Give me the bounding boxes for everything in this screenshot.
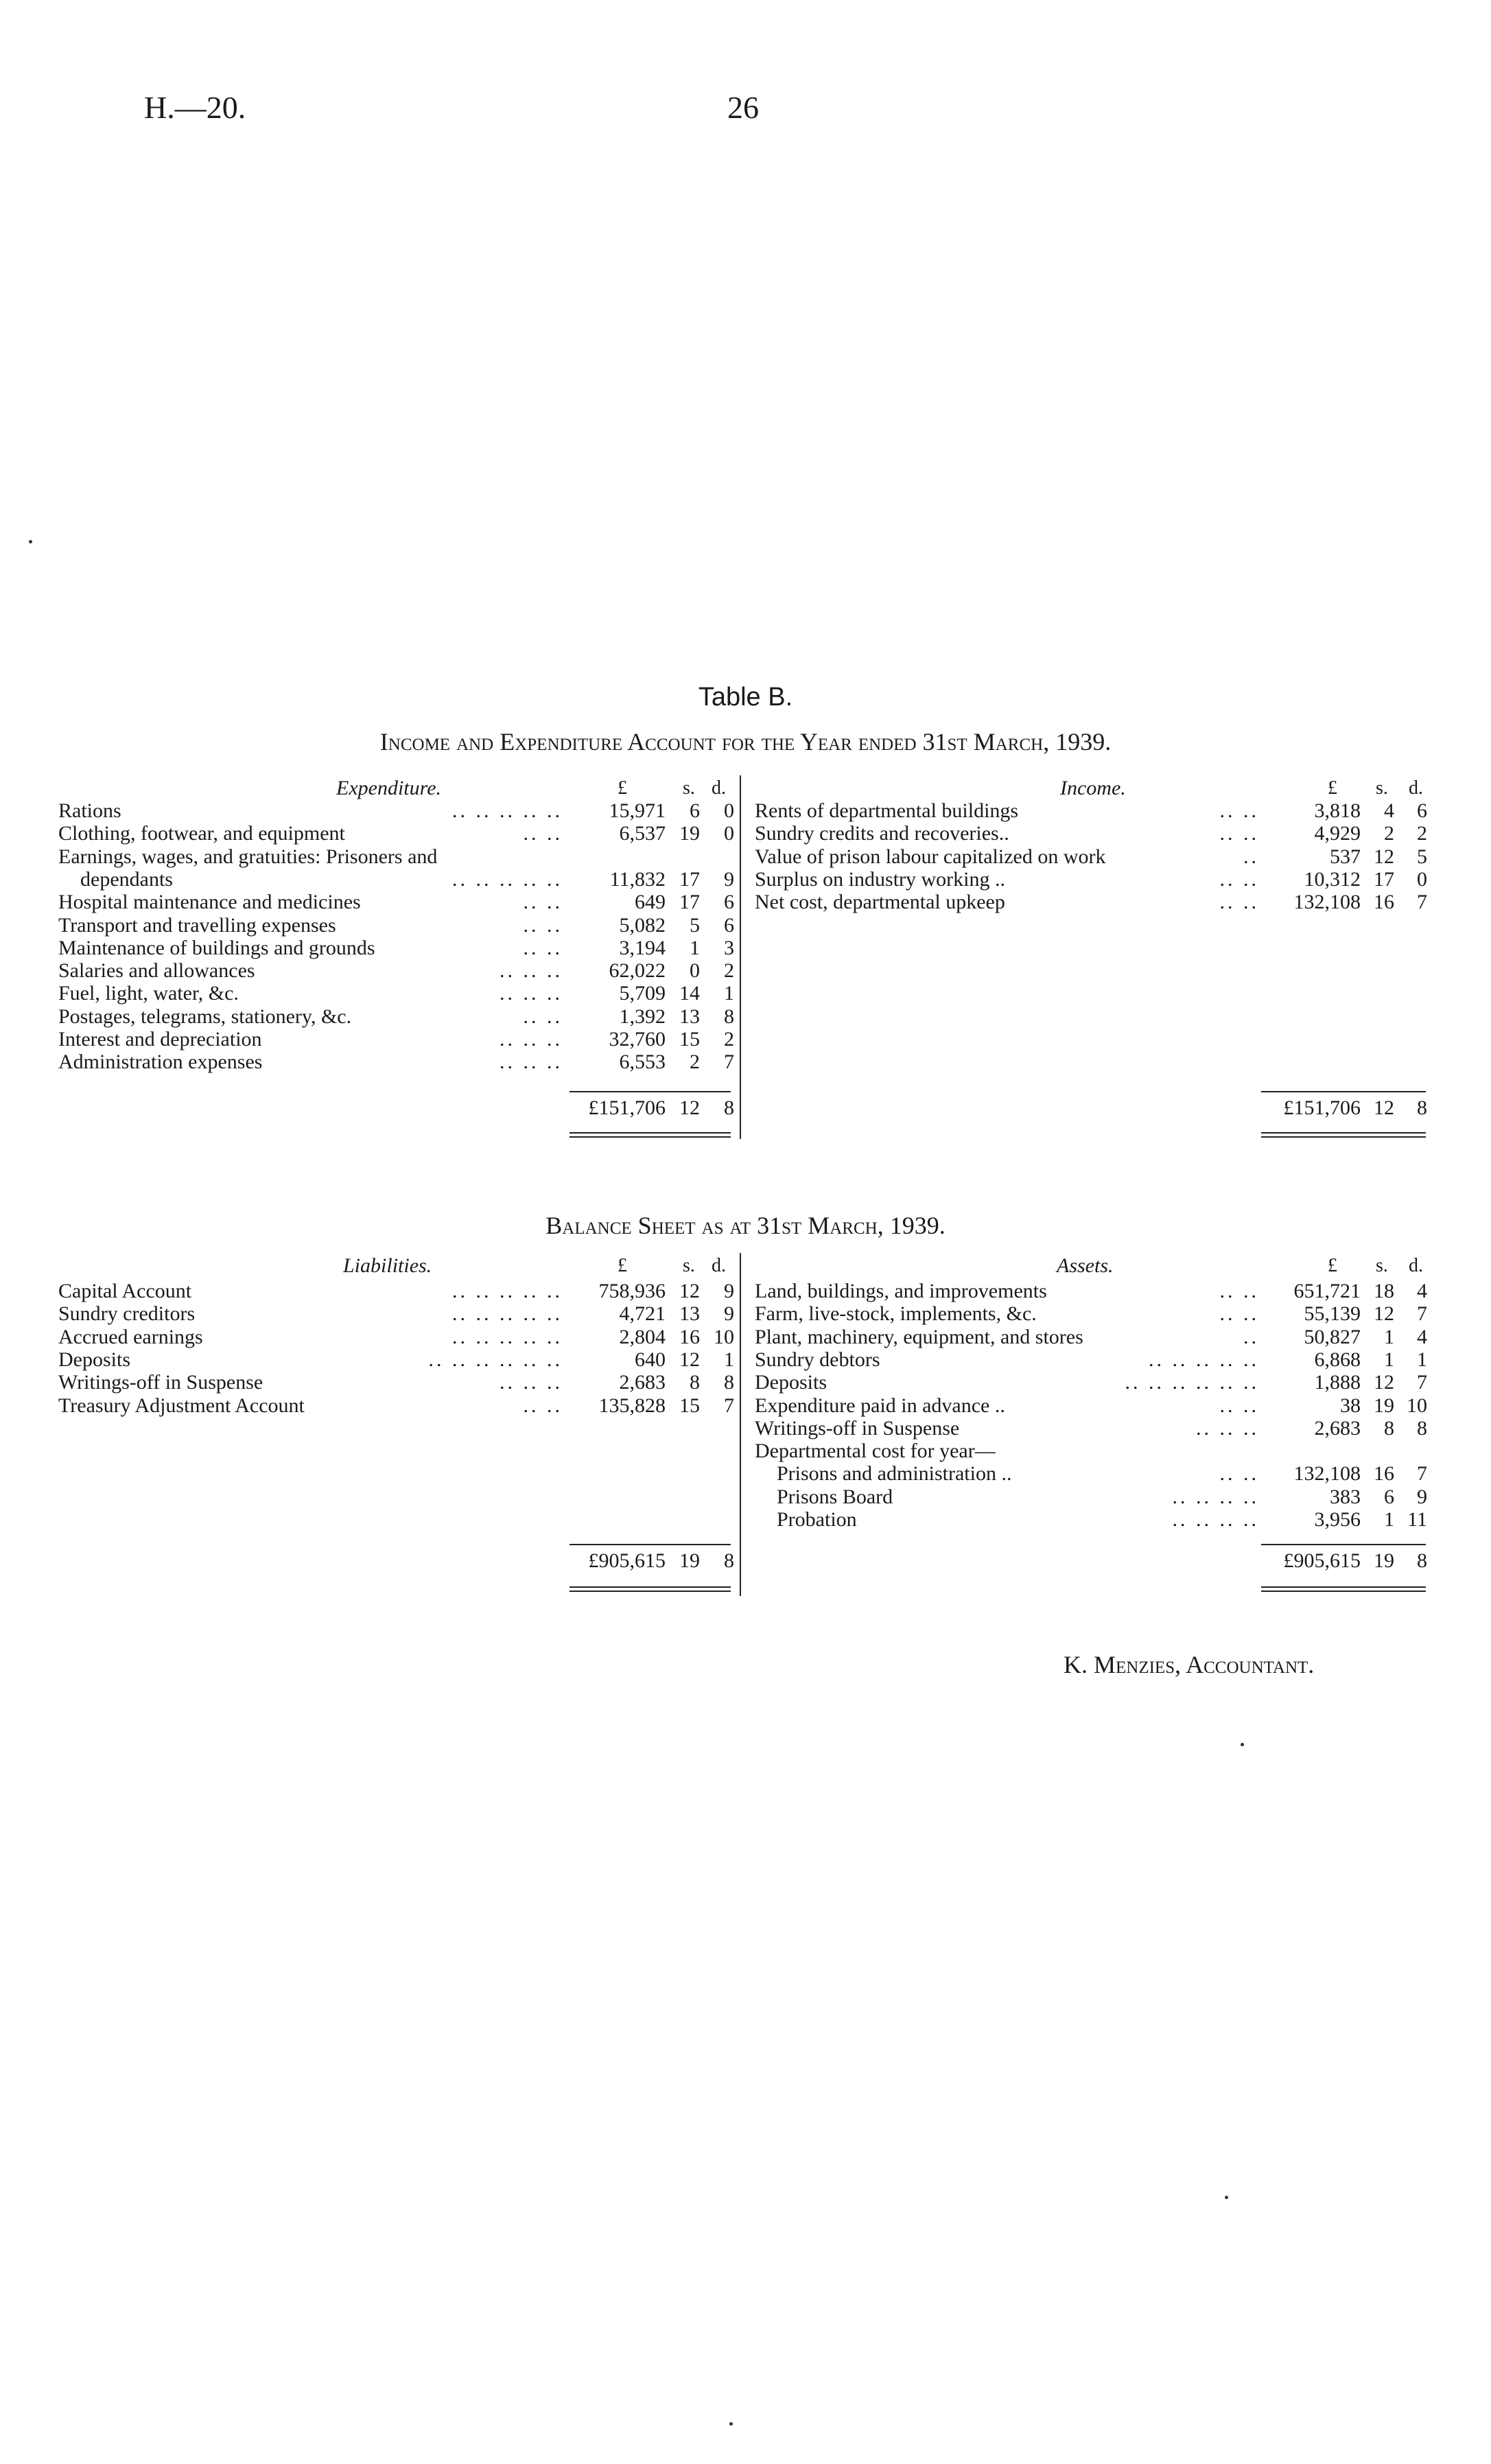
shillings-value: 15	[679, 1028, 700, 1051]
pounds-value: 132,108	[1293, 1462, 1361, 1486]
pence-value: 2	[724, 1028, 734, 1051]
leader-dots: .. .. .. .. ..	[1149, 1348, 1259, 1371]
shillings-value: 19	[679, 822, 700, 845]
row-label: Prisons Board	[777, 1485, 893, 1508]
unit-pound: £	[1328, 1255, 1337, 1276]
leader-dots: .. ..	[1219, 822, 1259, 845]
pounds-value: 3,956	[1314, 1508, 1361, 1531]
pounds-value: 1,392	[619, 1005, 666, 1028]
unit-shilling: s.	[683, 1255, 695, 1276]
row-label: Probation	[777, 1508, 857, 1531]
row-label: Maintenance of buildings and grounds	[58, 936, 375, 959]
pence-value: 10	[1407, 1394, 1427, 1417]
leader-dots: .. .. .. .. .. ..	[1125, 1371, 1259, 1394]
leader-dots: .. .. ..	[500, 982, 563, 1005]
shillings-value: 12	[679, 1280, 700, 1302]
total-rule	[570, 1091, 731, 1092]
total-pence: 8	[724, 1549, 734, 1572]
leader-dots: .. .. .. .. ..	[452, 799, 563, 822]
leader-dots: .. ..	[523, 1394, 563, 1417]
row-label: Sundry creditors	[58, 1302, 196, 1326]
shillings-value: 17	[679, 891, 700, 914]
row-label: Departmental cost for year—	[755, 1440, 996, 1463]
shillings-value: 16	[1374, 891, 1394, 914]
pounds-value: 383	[1330, 1485, 1361, 1508]
row-label: Rations	[58, 799, 121, 822]
row-label: Hospital maintenance and medicines	[58, 891, 361, 914]
column-divider	[740, 1253, 741, 1596]
leader-dots: .. ..	[1219, 1302, 1259, 1326]
leader-dots: ..	[1243, 845, 1259, 868]
shillings-value: 1	[1384, 1348, 1394, 1371]
expenditure-heading: Expenditure.	[336, 777, 442, 799]
shillings-value: 6	[1384, 1485, 1394, 1508]
leader-dots: .. .. ..	[500, 959, 563, 983]
pounds-value: 11,832	[609, 867, 666, 891]
pounds-value: 32,760	[609, 1028, 666, 1051]
shillings-value: 4	[1384, 799, 1394, 822]
leader-dots: .. ..	[1219, 891, 1259, 914]
leader-dots: .. ..	[1219, 867, 1259, 891]
leader-dots: ..	[1243, 1325, 1259, 1348]
scan-speck	[29, 540, 32, 543]
leader-dots: .. .. .. .. .. ..	[428, 1348, 563, 1371]
total-pence: 8	[1417, 1549, 1427, 1572]
row-label: Salaries and allowances	[58, 959, 255, 983]
pence-value: 8	[724, 1005, 734, 1028]
pence-value: 7	[724, 1394, 734, 1417]
unit-pence: d.	[1409, 777, 1423, 799]
total-double-rule	[570, 1586, 731, 1592]
balance-sheet-title: Balance Sheet as at 31st March, 1939.	[545, 1212, 946, 1239]
row-label: Prisons and administration ..	[777, 1462, 1012, 1486]
pence-value: 8	[724, 1371, 734, 1394]
shillings-value: 1	[1384, 1325, 1394, 1348]
pounds-value: 758,936	[598, 1280, 666, 1302]
shillings-value: 19	[1374, 1394, 1394, 1417]
shillings-value: 17	[1374, 867, 1394, 891]
shillings-value: 1	[690, 936, 700, 959]
row-label: dependants	[80, 867, 173, 891]
shillings-value: 0	[690, 959, 700, 983]
unit-pound: £	[618, 777, 627, 799]
leader-dots: .. ..	[523, 822, 563, 845]
shillings-value: 14	[679, 982, 700, 1005]
signature: K. Menzies, Accountant.	[1064, 1651, 1315, 1678]
total-rule	[570, 1544, 731, 1545]
leader-dots: .. .. .. .. ..	[452, 1302, 563, 1326]
leader-dots: .. ..	[1219, 1462, 1259, 1486]
shillings-value: 13	[679, 1005, 700, 1028]
total-pounds: £905,615	[1283, 1549, 1361, 1572]
shillings-value: 12	[679, 1348, 700, 1371]
pence-value: 9	[1417, 1485, 1427, 1508]
pounds-value: 10,312	[1304, 867, 1361, 891]
pence-value: 10	[714, 1325, 734, 1348]
pounds-value: 135,828	[598, 1394, 666, 1417]
total-shillings: 12	[1374, 1096, 1394, 1119]
shillings-value: 6	[690, 799, 700, 822]
leader-dots: .. .. ..	[500, 1371, 563, 1394]
pounds-value: 5,082	[619, 913, 666, 937]
row-label: Writings-off in Suspense	[755, 1416, 960, 1440]
row-label: Expenditure paid in advance ..	[755, 1394, 1005, 1417]
pence-value: 3	[724, 936, 734, 959]
row-label: Value of prison labour capitalized on work	[755, 845, 1106, 868]
shillings-value: 5	[690, 913, 700, 937]
income-expenditure-title: Income and Expenditure Account for the Year ended 31st March, 1939.	[379, 728, 1112, 755]
pounds-value: 651,721	[1293, 1280, 1361, 1302]
pounds-value: 6,868	[1314, 1348, 1361, 1371]
row-label: Writings-off in Suspense	[58, 1371, 263, 1394]
total-shillings: 19	[679, 1549, 700, 1572]
unit-shilling: s.	[1376, 777, 1388, 799]
pounds-value: 6,537	[619, 822, 666, 845]
pence-value: 8	[1417, 1416, 1427, 1440]
pounds-value: 6,553	[619, 1051, 666, 1074]
total-pounds: £905,615	[588, 1549, 666, 1572]
pounds-value: 38	[1340, 1394, 1361, 1417]
leader-dots: .. .. ..	[500, 1028, 563, 1051]
row-label: Net cost, departmental upkeep	[755, 891, 1005, 914]
pence-value: 6	[1417, 799, 1427, 822]
row-label: Deposits	[58, 1348, 130, 1371]
unit-pence: d.	[1409, 1255, 1423, 1276]
pence-value: 1	[724, 982, 734, 1005]
shillings-value: 16	[1374, 1462, 1394, 1486]
total-double-rule	[1261, 1132, 1426, 1138]
row-label: Postages, telegrams, stationery, &c.	[58, 1005, 352, 1028]
row-label: Farm, live-stock, implements, &c.	[755, 1302, 1037, 1326]
pounds-value: 2,804	[619, 1325, 666, 1348]
pounds-value: 3,194	[619, 936, 666, 959]
shillings-value: 8	[1384, 1416, 1394, 1440]
pounds-value: 55,139	[1304, 1302, 1361, 1326]
row-label: Administration expenses	[58, 1051, 263, 1074]
pence-value: 0	[1417, 867, 1427, 891]
pounds-value: 537	[1330, 845, 1361, 868]
pence-value: 4	[1417, 1325, 1427, 1348]
leader-dots: .. .. .. .. ..	[452, 1325, 563, 1348]
leader-dots: .. .. .. .. ..	[452, 867, 563, 891]
leader-dots: .. .. .. .. ..	[452, 1280, 563, 1302]
pence-value: 7	[724, 1051, 734, 1074]
row-label: Earnings, wages, and gratuities: Prisoners and	[58, 845, 438, 868]
scan-speck	[1225, 2196, 1228, 2199]
pounds-value: 5,709	[619, 982, 666, 1005]
pounds-value: 640	[635, 1348, 666, 1371]
leader-dots: .. ..	[1219, 1394, 1259, 1417]
total-rule	[1261, 1544, 1426, 1545]
pounds-value: 4,929	[1314, 822, 1361, 845]
row-label: Fuel, light, water, &c.	[58, 982, 239, 1005]
pounds-value: 132,108	[1293, 891, 1361, 914]
unit-pence: d.	[712, 1255, 726, 1276]
pence-value: 11	[1407, 1508, 1427, 1531]
shillings-value: 2	[690, 1051, 700, 1074]
pounds-value: 50,827	[1304, 1325, 1361, 1348]
pence-value: 9	[724, 1302, 734, 1326]
pence-value: 2	[724, 959, 734, 983]
total-pounds: £151,706	[588, 1096, 666, 1119]
total-double-rule	[1261, 1586, 1426, 1592]
pounds-value: 649	[635, 891, 666, 914]
document-reference: H.—20.	[144, 90, 246, 125]
pence-value: 2	[1417, 822, 1427, 845]
row-label: Deposits	[755, 1371, 827, 1394]
table-title: Table B.	[698, 683, 793, 712]
unit-pound: £	[618, 1255, 627, 1276]
pounds-value: 3,818	[1314, 799, 1361, 822]
pence-value: 7	[1417, 891, 1427, 914]
liabilities-heading: Liabilities.	[343, 1254, 432, 1277]
row-label: Capital Account	[58, 1280, 192, 1302]
pence-value: 0	[724, 799, 734, 822]
pence-value: 9	[724, 1280, 734, 1302]
pence-value: 6	[724, 913, 734, 937]
total-pounds: £151,706	[1283, 1096, 1361, 1119]
pence-value: 5	[1417, 845, 1427, 868]
shillings-value: 2	[1384, 822, 1394, 845]
shillings-value: 17	[679, 867, 700, 891]
shillings-value: 15	[679, 1394, 700, 1417]
leader-dots: .. .. ..	[1196, 1416, 1259, 1440]
unit-pound: £	[1328, 777, 1337, 799]
pence-value: 6	[724, 891, 734, 914]
row-label: Sundry debtors	[755, 1348, 880, 1371]
leader-dots: .. ..	[1219, 1280, 1259, 1302]
leader-dots: .. .. ..	[500, 1051, 563, 1074]
shillings-value: 12	[1374, 845, 1394, 868]
unit-shilling: s.	[1376, 1255, 1388, 1276]
row-label: Interest and depreciation	[58, 1028, 262, 1051]
shillings-value: 16	[679, 1325, 700, 1348]
pence-value: 0	[724, 822, 734, 845]
total-pence: 8	[1417, 1096, 1427, 1119]
total-rule	[1261, 1091, 1426, 1092]
row-label: Surplus on industry working ..	[755, 867, 1006, 891]
row-label: Clothing, footwear, and equipment	[58, 822, 345, 845]
pounds-value: 62,022	[609, 959, 666, 983]
leader-dots: .. ..	[1219, 799, 1259, 822]
unit-pence: d.	[712, 777, 726, 799]
row-label: Treasury Adjustment Account	[58, 1394, 305, 1417]
pence-value: 4	[1417, 1280, 1427, 1302]
assets-heading: Assets.	[1057, 1254, 1114, 1277]
pence-value: 1	[1417, 1348, 1427, 1371]
pence-value: 7	[1417, 1302, 1427, 1326]
page-number: 26	[727, 90, 759, 125]
leader-dots: .. ..	[523, 1005, 563, 1028]
total-shillings: 19	[1374, 1549, 1394, 1572]
shillings-value: 1	[1384, 1508, 1394, 1531]
row-label: Rents of departmental buildings	[755, 799, 1019, 822]
pounds-value: 4,721	[619, 1302, 666, 1326]
leader-dots: .. ..	[523, 936, 563, 959]
row-label: Land, buildings, and improvements	[755, 1280, 1047, 1302]
leader-dots: .. .. .. ..	[1172, 1508, 1259, 1531]
total-shillings: 12	[679, 1096, 700, 1119]
pence-value: 7	[1417, 1462, 1427, 1486]
leader-dots: .. .. .. ..	[1172, 1485, 1259, 1508]
scan-speck	[1241, 1743, 1244, 1746]
pence-value: 1	[724, 1348, 734, 1371]
shillings-value: 12	[1374, 1371, 1394, 1394]
pence-value: 9	[724, 867, 734, 891]
pounds-value: 1,888	[1314, 1371, 1361, 1394]
total-double-rule	[570, 1132, 731, 1138]
unit-shilling: s.	[683, 777, 695, 799]
total-pence: 8	[724, 1096, 734, 1119]
pounds-value: 2,683	[1314, 1416, 1361, 1440]
column-divider	[740, 775, 741, 1139]
row-label: Plant, machinery, equipment, and stores	[755, 1325, 1083, 1348]
row-label: Transport and travelling expenses	[58, 913, 336, 937]
shillings-value: 18	[1374, 1280, 1394, 1302]
shillings-value: 13	[679, 1302, 700, 1326]
shillings-value: 12	[1374, 1302, 1394, 1326]
row-label: Sundry credits and recoveries..	[755, 822, 1009, 845]
income-heading: Income.	[1060, 777, 1126, 799]
shillings-value: 8	[690, 1371, 700, 1394]
pounds-value: 15,971	[609, 799, 666, 822]
leader-dots: .. ..	[523, 913, 563, 937]
leader-dots: .. ..	[523, 891, 563, 914]
scan-speck	[729, 2422, 733, 2426]
pence-value: 7	[1417, 1371, 1427, 1394]
pounds-value: 2,683	[619, 1371, 666, 1394]
row-label: Accrued earnings	[58, 1325, 203, 1348]
